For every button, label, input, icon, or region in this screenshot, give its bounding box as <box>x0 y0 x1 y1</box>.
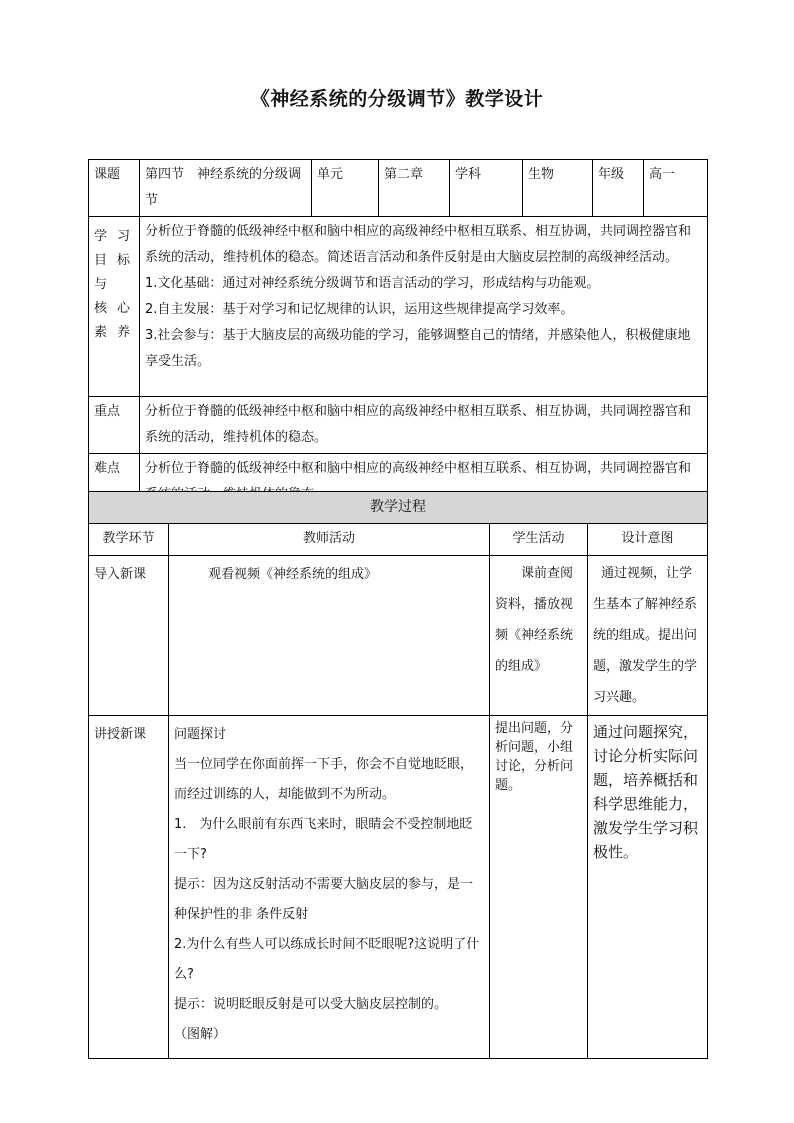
goals-paragraph: 2.自主发展：基于对学习和记忆规律的认识，运用这些规律提高学习效率。 <box>145 302 574 317</box>
column-header: 教学环节 <box>89 524 169 556</box>
teacher-line: 提示：说明眨眼反射是可以受大脑皮层控制的。 <box>174 997 448 1012</box>
design-intent: 通过视频，让学生基本了解神经系统的组成。提出问题，激发学生的学习兴趣。 <box>588 556 708 716</box>
goals-label-line: 核心 <box>94 301 130 316</box>
column-header: 设计意图 <box>588 524 708 556</box>
process-table <box>88 491 708 1059</box>
teacher-line: 问题探讨 <box>174 727 227 742</box>
key-point-text: 分析位于脊髓的低级神经中枢和脑中相应的高级神经中枢相互联系、相互协调，共同调控器官和系统的活动，维持机体的稳态。 <box>140 397 708 454</box>
info-table <box>88 159 708 511</box>
difficulty-label: 难点 <box>89 454 140 511</box>
teacher-activity <box>169 556 490 716</box>
goals-label-line: 素养 <box>94 325 130 340</box>
teacher-line: 1. 为什么眼前有东西飞来时，眼睛会不受控制地眨一下? <box>174 817 473 862</box>
student-activity: 提出问题，分析问题，小组讨论，分析问题。 <box>490 716 588 1059</box>
teacher-activity <box>169 716 490 1059</box>
teacher-line: 观看视频《神经系统的组成》 <box>208 567 378 582</box>
subject-label: 学科 <box>450 160 523 217</box>
teacher-line: 提示：因为这反射活动不需要大脑皮层的参与，是一种保护性的非 条件反射 <box>174 877 474 922</box>
student-activity: 课前查阅资料，播放视频《神经系统的组成》 <box>490 556 588 716</box>
grade-label: 年级 <box>593 160 644 217</box>
goals-paragraph: 3.社会参与：基于大脑皮层的高级功能的学习，能够调整自己的情绪，并感染他人，积极健康地享受生活。 <box>145 328 691 369</box>
subject-value: 生物 <box>523 160 593 217</box>
goals-paragraph: 1.文化基础：通过对神经系统分级调节和语言活动的学习，形成结构与功能观。 <box>145 276 600 291</box>
goals-content <box>140 217 708 397</box>
column-header: 学生活动 <box>490 524 588 556</box>
page-title: 《神经系统的分级调节》教学设计 <box>250 88 544 110</box>
key-point-label: 重点 <box>89 397 140 454</box>
goals-paragraph: 分析位于脊髓的低级神经中枢和脑中相应的高级神经中枢相互联系、相互协调，共同调控器官和系统的活动，维持机体的稳态。简述语言活动和条件反射是由大脑皮层控制的高级神经活动。 <box>145 224 692 265</box>
goals-label-line: 与 <box>94 277 108 292</box>
grade-value: 高一 <box>644 160 708 217</box>
topic-value: 第四节 神经系统的分级调节 <box>140 160 312 217</box>
design-intent: 通过问题探究，讨论分析实际问题，培养概括和科学思维能力，激发学生学习积极性。 <box>588 716 708 1059</box>
unit-label: 单元 <box>312 160 379 217</box>
column-header: 教师活动 <box>169 524 490 556</box>
goals-label-line: 目标 <box>94 253 130 268</box>
process-band-title: 教学过程 <box>89 492 708 524</box>
step-label: 讲授新课 <box>89 716 169 1059</box>
table-row <box>89 556 708 716</box>
teacher-line: （图解） <box>174 1027 227 1042</box>
unit-value: 第二章 <box>379 160 450 217</box>
teacher-line: 2.为什么有些人可以练成长时间不眨眼呢?这说明了什么? <box>174 937 480 982</box>
goals-label <box>89 217 140 397</box>
teacher-line: 当一位同学在你面前挥一下手，你会不自觉地眨眼，而经过训练的人，却能做到不为所动。 <box>174 757 474 802</box>
goals-label-line: 学习 <box>94 229 130 244</box>
table-row <box>89 716 708 1059</box>
topic-label: 课题 <box>89 160 140 217</box>
step-label: 导入新课 <box>89 556 169 716</box>
difficulty-text: 分析位于脊髓的低级神经中枢和脑中相应的高级神经中枢相互联系、相互协调，共同调控器官和 <box>140 454 708 511</box>
